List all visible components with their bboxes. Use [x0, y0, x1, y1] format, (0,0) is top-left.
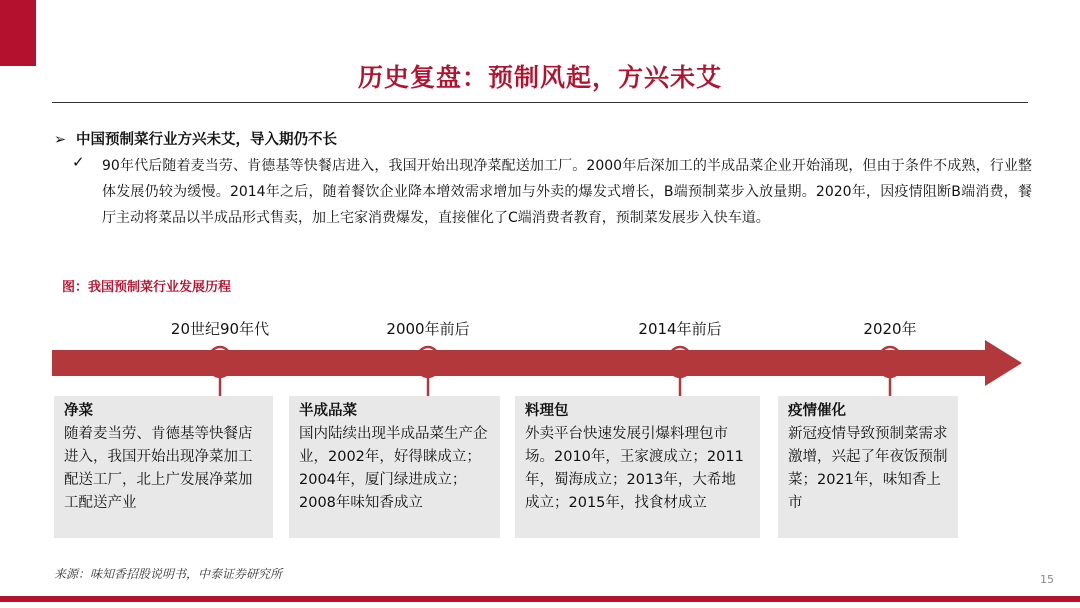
page-number: 15: [1040, 573, 1054, 586]
card-body: 随着麦当劳、肯德基等快餐店进入，我国开始出现净菜加工配送工厂，北上广发展净菜加工配送产业: [64, 426, 253, 511]
era-card: [54, 396, 273, 538]
card-title: 净菜: [64, 403, 93, 419]
card-body: 国内陆续出现半成品菜生产企业，2002年，好得睐成立；2004年，厦门绿进成立；2008年味知香成立: [299, 426, 488, 511]
bullet-heading: [54, 128, 337, 149]
body-paragraph: 90年代后随着麦当劳、肯德基等快餐店进入，我国开始出现净菜配送加工厂。2000年后深加工的半成品菜企业开始涌现，但由于条件不成熟，行业整体发展仍较为缓慢。2014年之后，随着餐饮企业降本增效需求增加与外卖的爆发式增长，B端预制菜步入放量期。2020年，因疫情阻断B端消费，餐厅主动将菜品以半成品形式售卖，加上宅家消费爆发，直接催化了C端消费者教育，预制菜发展步入快车道。: [102, 158, 1032, 226]
timeline-arrow: [52, 340, 1022, 386]
card-body: 新冠疫情导致预制菜需求激增，兴起了年夜饭预制菜；2021年，味知香上市: [788, 426, 948, 511]
timeline-graphic: [0, 300, 1080, 400]
arrow-bullet-icon: ➢: [54, 132, 67, 148]
era-label: 2000年前后: [386, 320, 470, 338]
card-title: 疫情催化: [788, 403, 846, 419]
card-body: 外卖平台快速发展引爆料理包市场。2010年，王家渡成立；2011年，蜀海成立；2013年，大希地成立；2015年，找食材成立: [525, 426, 744, 511]
card-title: 料理包: [525, 403, 569, 419]
check-bullet-icon: ✓: [72, 153, 85, 171]
bottom-accent-bar: [0, 596, 1080, 602]
era-card: [778, 396, 958, 538]
figure-caption: 图：我国预制菜行业发展历程: [62, 280, 232, 295]
card-title: 半成品菜: [299, 403, 357, 419]
title-divider: [52, 102, 1028, 103]
era-label: 2020年: [863, 320, 917, 338]
corner-accent-bar: [0, 0, 36, 66]
era-card: [515, 396, 760, 538]
bullet-heading-text: 中国预制菜行业方兴未艾，导入期仍不长: [76, 132, 337, 148]
era-card: [289, 396, 500, 538]
slide-title: 历史复盘：预制风起，方兴未艾: [357, 63, 722, 92]
source-note: 来源：味知香招股说明书，中泰证券研究所: [54, 567, 283, 581]
era-label: 20世纪90年代: [170, 320, 270, 338]
era-label: 2014年前后: [638, 320, 722, 338]
